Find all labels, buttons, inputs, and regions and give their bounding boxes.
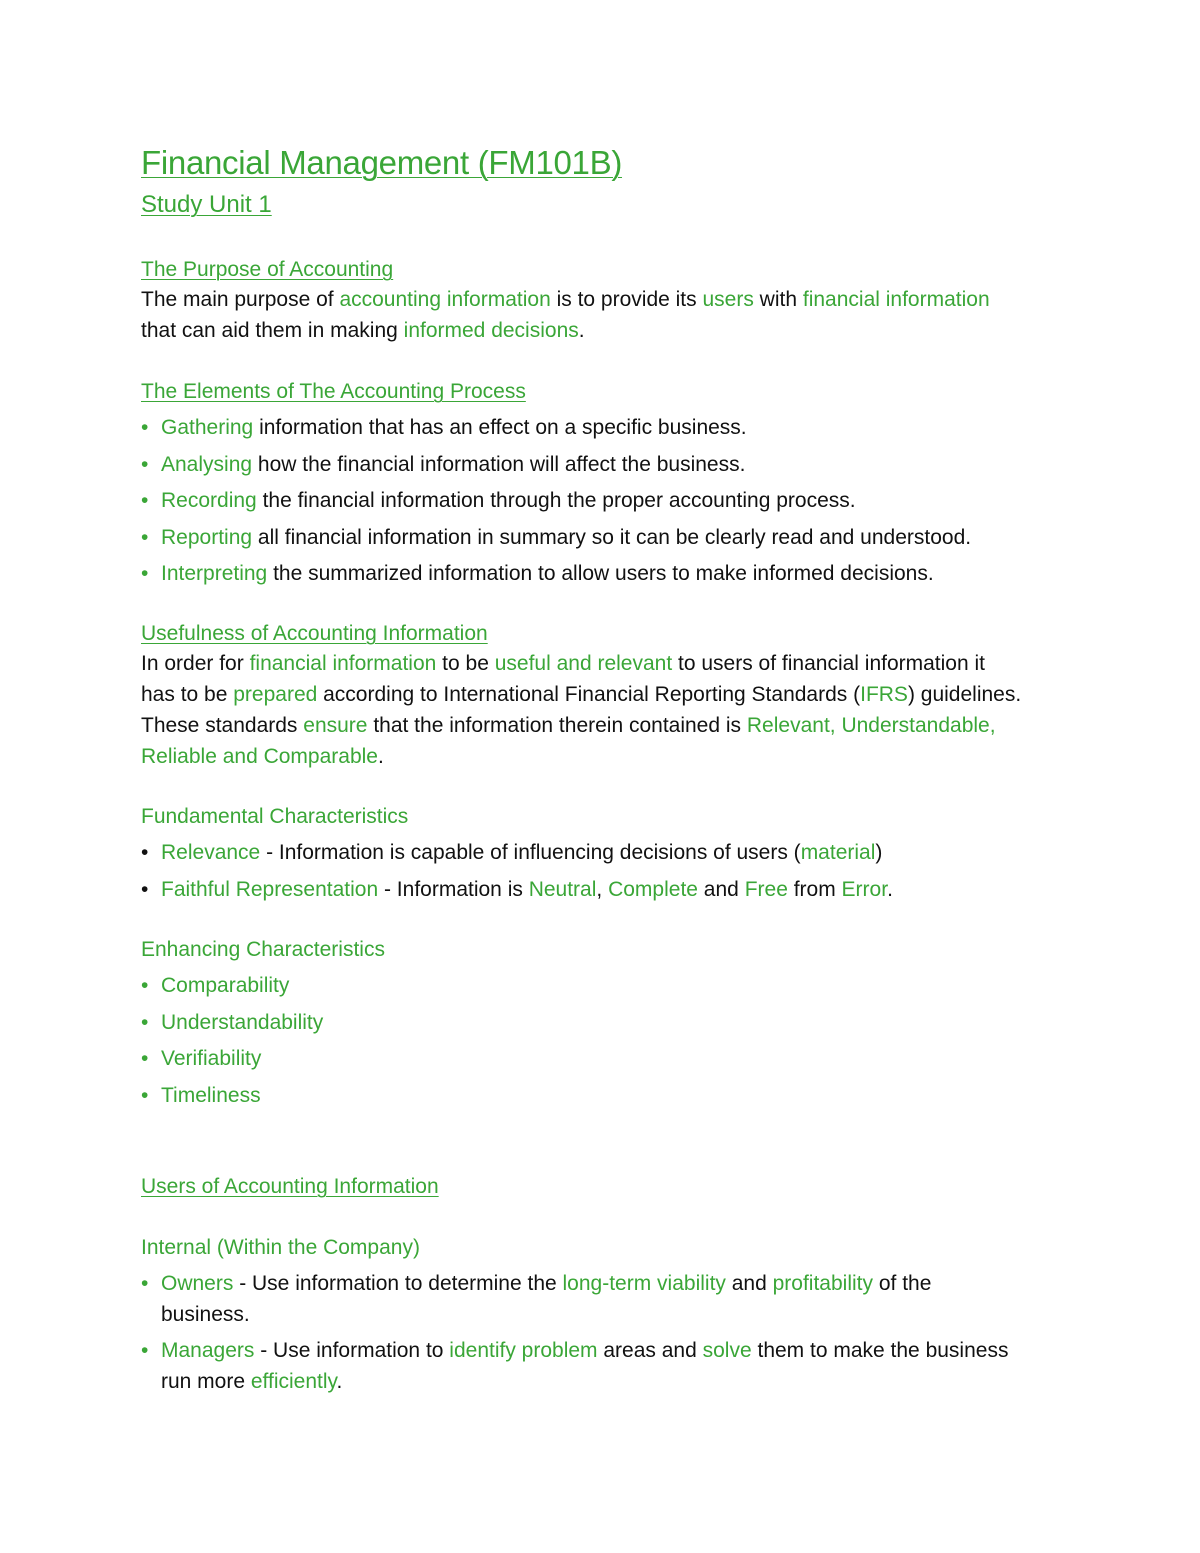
list-item: • Analysing how the financial information will affect the business.: [141, 447, 971, 484]
purpose-heading: The Purpose of Accounting: [141, 258, 394, 281]
bullet: •: [141, 1339, 149, 1362]
list-item: • Timeliness: [141, 1078, 323, 1115]
bullet: •: [141, 562, 149, 585]
elements-heading: The Elements of The Accounting Process: [141, 380, 526, 403]
study-unit-heading: Study Unit 1: [141, 191, 272, 218]
usefulness-paragraph: [141, 648, 1021, 772]
usefulness-line-1: In order for financial information to be useful and relevant to users of financial information it: [141, 652, 986, 675]
list-item: • Gathering information that has an effect on a specific business.: [141, 410, 971, 447]
bullet: •: [141, 452, 149, 476]
fundamental-list: [141, 835, 893, 908]
bullet: •: [141, 877, 149, 901]
bullet: •: [141, 1083, 149, 1107]
list-item: • Verifiability: [141, 1041, 323, 1078]
bullet: •: [141, 1010, 149, 1034]
bullet: •: [141, 841, 149, 864]
list-item: • Managers - Use information to identify problem areas and solve them to make the business run more efficiently.: [141, 1335, 1008, 1397]
elements-list: [141, 410, 971, 593]
purpose-paragraph: [141, 284, 990, 346]
purpose-line-1: The main purpose of accounting information is to provide its users with financial information: [141, 288, 990, 311]
usefulness-line-3: These standards ensure that the information therein contained is Relevant, Understandable,: [141, 714, 996, 737]
list-item: • Reporting all financial information in summary so it can be clearly read and understood.: [141, 520, 971, 557]
fundamental-heading: Fundamental Characteristics: [141, 805, 409, 828]
usefulness-line-4: Reliable and Comparable.: [141, 745, 384, 768]
document-title: Financial Management (FM101B): [141, 144, 623, 181]
bullet: •: [141, 1272, 149, 1295]
bullet: •: [141, 416, 149, 439]
bullet: •: [141, 489, 149, 512]
list-item: • Relevance - Information is capable of influencing decisions of users (material): [141, 835, 893, 872]
list-item: • Understandability: [141, 1005, 323, 1042]
bullet: •: [141, 974, 149, 997]
usefulness-heading: Usefulness of Accounting Information: [141, 622, 488, 645]
list-item: • Interpreting the summarized information to allow users to make informed decisions.: [141, 556, 971, 593]
list-item: • Recording the financial information through the proper accounting process.: [141, 483, 971, 520]
list-item: • Comparability: [141, 968, 323, 1005]
bullet: •: [141, 525, 149, 549]
bullet: •: [141, 1047, 149, 1070]
users-heading: Users of Accounting Information: [141, 1175, 439, 1198]
enhancing-heading: Enhancing Characteristics: [141, 938, 385, 961]
usefulness-line-2: has to be prepared according to International Financial Reporting Standards (IFRS) guidelines.: [141, 683, 1022, 706]
purpose-line-2: that can aid them in making informed decisions.: [141, 319, 585, 342]
list-item: • Owners - Use information to determine the long-term viability and profitability of the business.: [141, 1268, 1008, 1330]
list-item: • Faithful Representation - Information is Neutral, Complete and Free from Error.: [141, 872, 893, 909]
internal-users-list: [141, 1268, 1008, 1402]
enhancing-list: [141, 968, 323, 1114]
internal-heading: Internal (Within the Company): [141, 1236, 420, 1259]
